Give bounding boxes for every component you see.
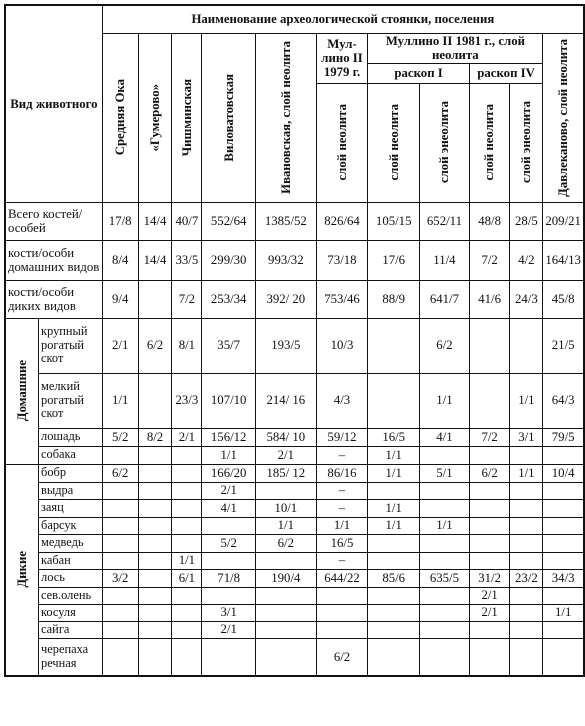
table-cell: 2/1	[469, 587, 510, 604]
table-cell	[172, 482, 202, 499]
table-row	[5, 604, 584, 621]
table-cell	[138, 604, 172, 621]
table-cell: 4/1	[202, 499, 256, 517]
table-cell	[368, 534, 420, 552]
table-cell	[202, 517, 256, 534]
table-row	[5, 638, 584, 676]
table-cell: 1/1	[172, 552, 202, 569]
table-cell	[469, 446, 510, 464]
table-cell	[138, 569, 172, 587]
header-col-10-text: Давлеканово, слой неолита	[556, 38, 570, 197]
table-cell: 7/2	[469, 428, 510, 446]
table-cell	[543, 534, 584, 552]
table-cell	[138, 638, 172, 676]
table-cell: –	[316, 499, 368, 517]
table-cell: 1/1	[368, 464, 420, 482]
table-cell: –	[316, 552, 368, 569]
table-row	[5, 240, 584, 280]
table-cell: 71/8	[202, 569, 256, 587]
table-cell: 28/5	[510, 202, 543, 240]
table-body	[5, 5, 584, 676]
header-col-1	[138, 33, 172, 202]
row-label: кабан	[39, 552, 103, 569]
table-cell	[256, 482, 317, 499]
header-col-5-text: слой неолита	[334, 104, 349, 181]
table-cell	[102, 517, 138, 534]
header-col-0	[102, 33, 138, 202]
table-cell	[102, 587, 138, 604]
table-cell	[202, 638, 256, 676]
table-row	[5, 569, 584, 587]
table-cell: 185/ 12	[256, 464, 317, 482]
table-cell: 8/1	[172, 318, 202, 373]
table-cell: 826/64	[316, 202, 368, 240]
table-cell	[510, 638, 543, 676]
table-cell: 2/1	[202, 482, 256, 499]
table-cell	[469, 318, 510, 373]
table-cell: 16/5	[316, 534, 368, 552]
table-cell	[172, 499, 202, 517]
table-cell: 392/ 20	[256, 280, 317, 318]
table-cell: –	[316, 482, 368, 499]
table-row	[5, 517, 584, 534]
table-cell	[138, 373, 172, 428]
table-cell: 1/1	[368, 517, 420, 534]
table-cell: 1/1	[256, 517, 317, 534]
table-cell	[138, 587, 172, 604]
table-cell: 107/10	[202, 373, 256, 428]
table-cell: 1/1	[420, 373, 470, 428]
table-cell: 4/2	[510, 240, 543, 280]
table-cell: 4/3	[316, 373, 368, 428]
table-row	[5, 318, 584, 373]
table-cell	[316, 587, 368, 604]
row-label: крупный рогатый скот	[39, 318, 103, 373]
row-label: мелкий рогатый скот	[39, 373, 103, 428]
header-raskop-1: раскоп I	[368, 63, 469, 83]
table-cell: 86/16	[316, 464, 368, 482]
row-label: косуля	[39, 604, 103, 621]
table-cell	[469, 534, 510, 552]
header-col-8-text: слой неолита	[482, 104, 497, 181]
table-cell: 59/12	[316, 428, 368, 446]
table-row	[5, 280, 584, 318]
table-cell: 14/4	[138, 240, 172, 280]
table-cell: 644/22	[316, 569, 368, 587]
table-row	[5, 482, 584, 499]
table-cell: 3/2	[102, 569, 138, 587]
table-cell: 209/21	[543, 202, 584, 240]
table-cell: 85/6	[368, 569, 420, 587]
table-cell	[469, 373, 510, 428]
table-cell	[202, 552, 256, 569]
table-cell: 88/9	[368, 280, 420, 318]
table-cell	[469, 621, 510, 638]
table-cell	[102, 621, 138, 638]
table-cell: 2/1	[469, 604, 510, 621]
table-cell	[316, 604, 368, 621]
header-col-6-text: слой неолита	[386, 104, 401, 181]
table-cell: 1/1	[316, 517, 368, 534]
table-cell: 105/15	[368, 202, 420, 240]
table-cell: 23/2	[510, 569, 543, 587]
table-cell	[469, 482, 510, 499]
row-label: кости/особи диких видов	[5, 280, 102, 318]
table-cell: 17/8	[102, 202, 138, 240]
header-col-6	[368, 83, 420, 202]
table-cell: 6/2	[256, 534, 317, 552]
table-cell: 6/1	[172, 569, 202, 587]
row-label: медведь	[39, 534, 103, 552]
table-cell	[543, 482, 584, 499]
table-cell	[256, 587, 317, 604]
table-cell	[102, 552, 138, 569]
table-row	[5, 428, 584, 446]
table-cell	[172, 446, 202, 464]
table-cell: 2/1	[172, 428, 202, 446]
table-cell: 8/2	[138, 428, 172, 446]
table-cell: 6/2	[102, 464, 138, 482]
table-cell: 16/5	[368, 428, 420, 446]
header-col-8	[469, 83, 510, 202]
table-cell: 584/ 10	[256, 428, 317, 446]
header-col-3	[202, 33, 256, 202]
table-cell	[138, 464, 172, 482]
table-cell: 4/1	[420, 428, 470, 446]
header-raskop-4: раскоп IV	[469, 63, 543, 83]
table-cell	[510, 552, 543, 569]
table-cell	[510, 517, 543, 534]
table-cell	[543, 621, 584, 638]
table-cell: 6/2	[138, 318, 172, 373]
table-cell: –	[316, 446, 368, 464]
table-cell	[138, 499, 172, 517]
header-mullino-1981: Муллино II 1981 г., слой неолита	[368, 33, 543, 63]
table-cell	[138, 552, 172, 569]
table-cell	[510, 446, 543, 464]
row-label: Всего костей/особей	[5, 202, 102, 240]
table-cell: 253/34	[202, 280, 256, 318]
table-cell: 79/5	[543, 428, 584, 446]
table-cell	[172, 534, 202, 552]
table-cell	[172, 638, 202, 676]
table-cell	[420, 621, 470, 638]
table-cell	[368, 638, 420, 676]
table-cell: 9/4	[102, 280, 138, 318]
table-row	[5, 464, 584, 482]
table-cell	[510, 621, 543, 638]
table-cell	[172, 517, 202, 534]
table-row	[5, 202, 584, 240]
table-cell	[102, 638, 138, 676]
table-cell: 1/1	[368, 499, 420, 517]
table-row	[5, 499, 584, 517]
table-cell	[102, 446, 138, 464]
table-cell	[102, 604, 138, 621]
table-cell	[202, 587, 256, 604]
row-label: лошадь	[39, 428, 103, 446]
table-cell: 753/46	[316, 280, 368, 318]
table-cell	[469, 517, 510, 534]
table-cell: 2/1	[102, 318, 138, 373]
table-cell	[420, 446, 470, 464]
table-cell: 31/2	[469, 569, 510, 587]
row-label: черепаха речная	[39, 638, 103, 676]
header-col-7	[420, 83, 470, 202]
table-cell: 1/1	[510, 464, 543, 482]
table-row	[5, 534, 584, 552]
header-animal-type: Вид животного	[5, 5, 102, 202]
table-cell: 64/3	[543, 373, 584, 428]
table-cell: 299/30	[202, 240, 256, 280]
table-cell: 23/3	[172, 373, 202, 428]
table-cell: 5/2	[102, 428, 138, 446]
table-cell: 156/12	[202, 428, 256, 446]
table-cell	[138, 280, 172, 318]
table-cell	[510, 534, 543, 552]
table-cell: 2/1	[256, 446, 317, 464]
table-cell: 17/6	[368, 240, 420, 280]
header-col-7-text: слой энеолита	[437, 101, 452, 184]
header-col-10	[543, 33, 584, 202]
table-cell: 652/11	[420, 202, 470, 240]
table-cell: 214/ 16	[256, 373, 317, 428]
group-label-domestic	[5, 318, 39, 464]
row-label: собака	[39, 446, 103, 464]
table-cell	[510, 499, 543, 517]
table-cell	[256, 604, 317, 621]
header-col-0-text: Средняя Ока	[113, 79, 128, 156]
group-label-wild	[5, 464, 39, 676]
table-cell: 993/32	[256, 240, 317, 280]
table-cell: 166/20	[202, 464, 256, 482]
table-cell: 1/1	[368, 446, 420, 464]
table-cell	[543, 517, 584, 534]
table-cell: 24/3	[510, 280, 543, 318]
table-cell	[510, 604, 543, 621]
header-col-2-text: Чишминская	[179, 78, 194, 157]
table-cell	[102, 482, 138, 499]
table-cell	[172, 604, 202, 621]
table-cell: 10/1	[256, 499, 317, 517]
table-cell	[543, 587, 584, 604]
table-cell	[368, 552, 420, 569]
table-cell	[172, 464, 202, 482]
table-cell	[316, 621, 368, 638]
table-cell	[368, 621, 420, 638]
table-cell	[172, 621, 202, 638]
table-row	[5, 621, 584, 638]
table-cell: 641/7	[420, 280, 470, 318]
table-cell: 6/2	[420, 318, 470, 373]
header-col-4-text: Ивановская, слой неолита	[278, 41, 293, 194]
table-cell	[510, 318, 543, 373]
table-cell	[172, 587, 202, 604]
table-cell: 5/1	[420, 464, 470, 482]
table-cell	[420, 604, 470, 621]
table-cell	[256, 552, 317, 569]
table-cell: 7/2	[469, 240, 510, 280]
row-label: кости/особи домашних видов	[5, 240, 102, 280]
table-cell: 34/3	[543, 569, 584, 587]
table-cell	[543, 552, 584, 569]
table-cell	[256, 621, 317, 638]
table-cell: 35/7	[202, 318, 256, 373]
group-label-domestic-text: Домашние	[14, 360, 29, 422]
header-row-1	[5, 5, 584, 33]
table-cell: 552/64	[202, 202, 256, 240]
table-cell: 3/1	[202, 604, 256, 621]
table-cell: 190/4	[256, 569, 317, 587]
table-cell	[420, 534, 470, 552]
fauna-table	[4, 4, 585, 677]
table-cell: 40/7	[172, 202, 202, 240]
table-cell	[543, 446, 584, 464]
table-cell	[543, 638, 584, 676]
table-cell	[368, 604, 420, 621]
row-label: барсук	[39, 517, 103, 534]
table-cell	[138, 534, 172, 552]
table-cell: 48/8	[469, 202, 510, 240]
table-cell: 8/4	[102, 240, 138, 280]
table-cell: 2/1	[202, 621, 256, 638]
table-row	[5, 446, 584, 464]
header-mullino-1979: Мул-лино II 1979 г.	[316, 33, 368, 83]
row-label: выдра	[39, 482, 103, 499]
table-cell: 1/1	[543, 604, 584, 621]
row-label: сайга	[39, 621, 103, 638]
table-cell: 6/2	[469, 464, 510, 482]
header-col-5	[316, 83, 368, 202]
table-cell: 7/2	[172, 280, 202, 318]
table-cell: 5/2	[202, 534, 256, 552]
table-row	[5, 373, 584, 428]
header-col-4	[256, 33, 317, 202]
group-label-wild-text: Дикие	[14, 551, 29, 589]
table-cell: 10/4	[543, 464, 584, 482]
table-cell: 1/1	[420, 517, 470, 534]
table-cell: 1/1	[510, 373, 543, 428]
header-site-name: Наименование археологической стоянки, поселения	[102, 5, 584, 33]
table-cell	[138, 446, 172, 464]
table-cell	[469, 638, 510, 676]
table-cell	[510, 482, 543, 499]
table-cell	[102, 534, 138, 552]
table-cell: 45/8	[543, 280, 584, 318]
row-label: заяц	[39, 499, 103, 517]
table-cell	[368, 587, 420, 604]
table-cell: 3/1	[510, 428, 543, 446]
table-cell: 1385/52	[256, 202, 317, 240]
table-cell	[138, 621, 172, 638]
table-cell: 11/4	[420, 240, 470, 280]
table-cell	[420, 499, 470, 517]
row-label: бобр	[39, 464, 103, 482]
table-cell	[138, 517, 172, 534]
table-cell	[420, 587, 470, 604]
row-label: сев.олень	[39, 587, 103, 604]
header-col-1-text: «Гумерово»	[147, 83, 162, 152]
table-cell	[138, 482, 172, 499]
header-col-9-text: слой энеолита	[519, 101, 534, 184]
table-cell: 1/1	[102, 373, 138, 428]
table-cell	[543, 499, 584, 517]
table-cell: 193/5	[256, 318, 317, 373]
table-cell	[469, 499, 510, 517]
table-row	[5, 552, 584, 569]
table-cell: 164/13	[543, 240, 584, 280]
table-cell: 73/18	[316, 240, 368, 280]
header-col-9	[510, 83, 543, 202]
row-label: лось	[39, 569, 103, 587]
header-col-3-text: Виловатовская	[221, 73, 236, 162]
table-cell	[420, 482, 470, 499]
table-cell	[368, 373, 420, 428]
table-cell: 10/3	[316, 318, 368, 373]
table-cell	[102, 499, 138, 517]
table-cell	[420, 552, 470, 569]
table-cell: 14/4	[138, 202, 172, 240]
table-cell: 21/5	[543, 318, 584, 373]
fauna-table-wrap	[4, 4, 585, 677]
table-row	[5, 587, 584, 604]
table-cell: 635/5	[420, 569, 470, 587]
table-cell	[368, 482, 420, 499]
table-cell	[256, 638, 317, 676]
table-cell: 33/5	[172, 240, 202, 280]
table-cell: 1/1	[202, 446, 256, 464]
table-cell: 41/6	[469, 280, 510, 318]
table-cell	[510, 587, 543, 604]
table-cell	[420, 638, 470, 676]
table-cell	[469, 552, 510, 569]
table-cell	[368, 318, 420, 373]
header-col-2	[172, 33, 202, 202]
table-cell: 6/2	[316, 638, 368, 676]
